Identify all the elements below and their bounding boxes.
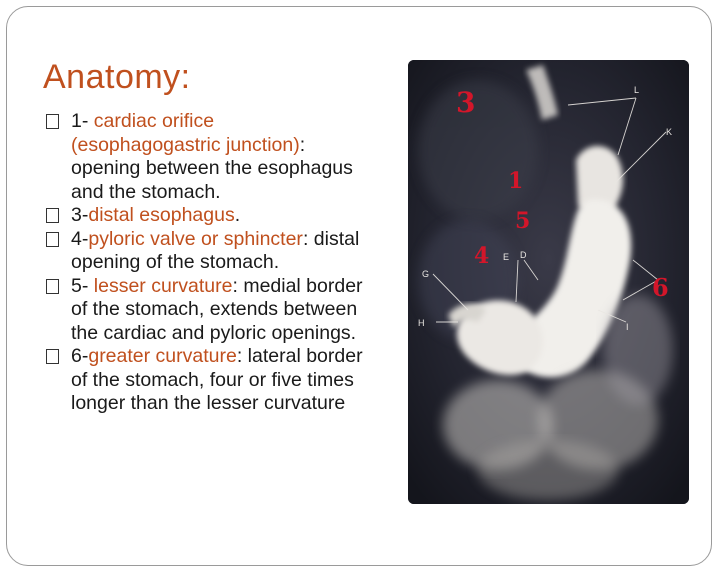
radiograph-drawing [408, 60, 689, 504]
bullet-number: 5- [71, 274, 94, 297]
square-bullet-icon [46, 279, 59, 294]
label-letter-g: G [422, 269, 430, 279]
bullet-number: 4- [71, 227, 89, 250]
square-bullet-icon [46, 349, 59, 364]
bullet-number: 6- [71, 345, 89, 367]
bullet-item [46, 110, 366, 204]
square-bullet-icon [46, 114, 59, 129]
bullet-number: 1- [71, 110, 94, 132]
slide-title: Anatomy: [43, 58, 191, 96]
label-number-1: 1 [508, 168, 524, 194]
label-number-4: 4 [474, 243, 490, 269]
label-number-6: 6 [652, 273, 669, 302]
bullet-term: cardiac orifice (esophagogastric junction) [71, 110, 300, 156]
bullet-term: distal esophagus [88, 204, 235, 226]
bullet-item [46, 228, 366, 275]
label-letter-d: D [520, 250, 527, 260]
bullet-description: : lateral border of the stomach, four or five times longer than the lesser curvature [71, 345, 363, 414]
label-letter-k: K [666, 127, 673, 137]
stomach-radiograph [408, 60, 689, 504]
label-letter-l: L [634, 85, 640, 95]
bullet-item [46, 204, 366, 228]
bullet-term: lesser curvature [93, 274, 233, 297]
label-letter-h: H [418, 318, 425, 328]
bullet-item [46, 275, 366, 346]
bullet-description: : medial border of the stomach, extends between the cardiac and pyloric openings. [71, 274, 363, 344]
label-number-5: 5 [515, 208, 531, 234]
square-bullet-icon [46, 232, 59, 247]
bullet-number: 3- [71, 204, 89, 226]
bullet-description: : distal opening of the stomach. [71, 227, 360, 273]
bullet-description: . [234, 204, 241, 226]
label-letter-e: E [503, 252, 510, 262]
bullet-list [46, 110, 366, 416]
bullet-item [46, 345, 366, 416]
label-letter-i: I [626, 322, 629, 332]
bullet-description: : opening between the esophagus and the stomach. [71, 133, 353, 203]
bullet-term: pyloric valve or sphincter [88, 227, 303, 250]
square-bullet-icon [46, 208, 59, 223]
bullet-term: greater curvature [88, 345, 237, 367]
label-number-3: 3 [456, 86, 476, 119]
